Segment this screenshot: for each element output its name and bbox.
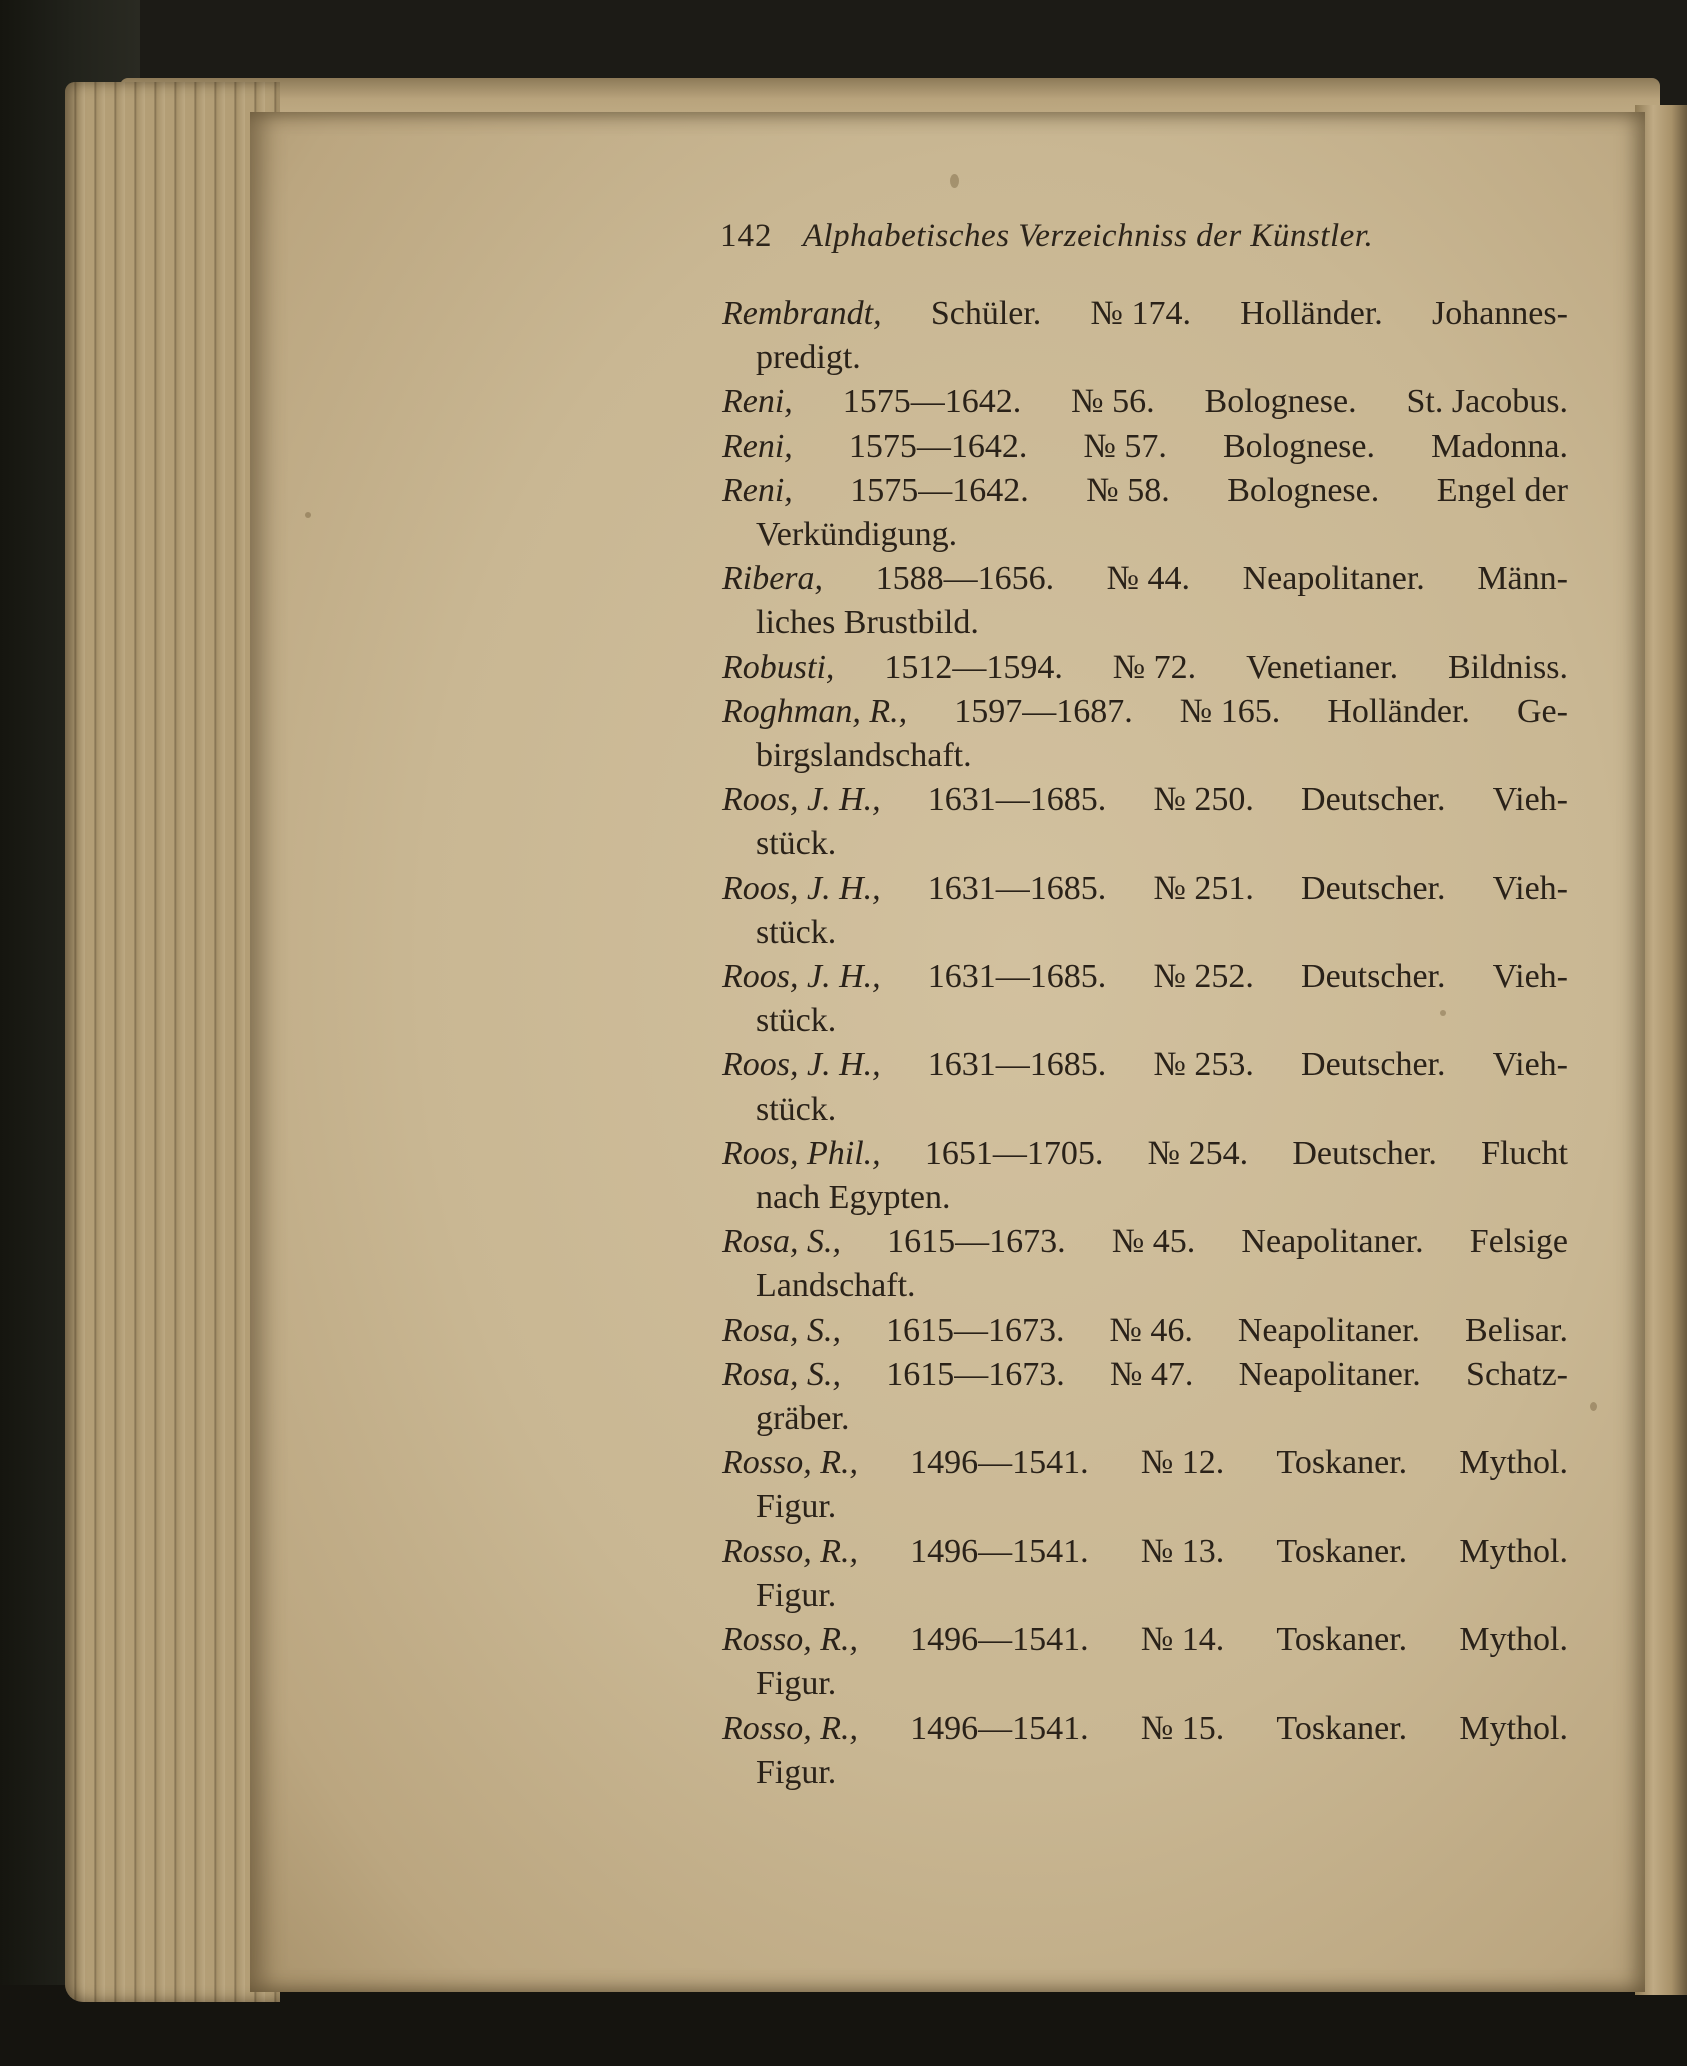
entry-token: Engel der bbox=[1436, 471, 1568, 509]
index-entry-continuation: stück. bbox=[756, 913, 837, 951]
index-entry-first-line bbox=[722, 1618, 1568, 1662]
entry-token: Deutscher. bbox=[1301, 958, 1446, 996]
index-entry-first-line bbox=[722, 1132, 1568, 1176]
entry-token: 1496—1541. bbox=[910, 1444, 1089, 1482]
entry-token: Toskaner. bbox=[1276, 1621, 1408, 1659]
entry-token: № 44. bbox=[1106, 560, 1191, 598]
index-entry bbox=[722, 955, 1568, 1043]
entry-token: Bolognese. bbox=[1227, 471, 1380, 509]
index-entry-continuation: Figur. bbox=[756, 1665, 837, 1703]
index-entry-first-line bbox=[722, 557, 1568, 601]
index-entry-continuation: Figur. bbox=[756, 1753, 837, 1791]
entry-token: St. Jacobus. bbox=[1406, 383, 1568, 421]
entry-token: 1631—1685. bbox=[927, 958, 1107, 996]
index-entry-continuation: Landschaft. bbox=[756, 1267, 916, 1305]
index-entry-first-line bbox=[722, 1707, 1568, 1751]
index-entry bbox=[722, 557, 1568, 645]
index-entry-continuation: Verkündigung. bbox=[756, 516, 958, 554]
running-header bbox=[720, 218, 1480, 255]
index-entry bbox=[722, 1353, 1568, 1441]
entry-token: Schatz- bbox=[1466, 1355, 1568, 1393]
entry-token: 1575—1642. bbox=[848, 427, 1028, 465]
entry-token: № 47. bbox=[1109, 1355, 1194, 1393]
entry-token: 1588—1656. bbox=[875, 560, 1055, 598]
paper-stain bbox=[1590, 1402, 1597, 1411]
page-number: 142 bbox=[720, 218, 773, 254]
artist-index-list bbox=[722, 292, 1568, 1795]
index-entry-first-line bbox=[722, 1353, 1568, 1397]
entry-token: Holländer. bbox=[1327, 692, 1470, 730]
entry-token: № 252. bbox=[1153, 958, 1254, 996]
artist-name: Rosa, S., bbox=[722, 1223, 841, 1261]
entry-token: № 251. bbox=[1153, 869, 1254, 907]
entry-token: Toskaner. bbox=[1276, 1709, 1408, 1747]
entry-token: № 254. bbox=[1147, 1134, 1249, 1172]
index-entry-first-line bbox=[722, 1441, 1568, 1485]
entry-token: № 57. bbox=[1083, 427, 1167, 465]
entry-token: Venetianer. bbox=[1246, 648, 1399, 686]
entry-token: 1615—1673. bbox=[886, 1355, 1065, 1393]
entry-token: 1597—1687. bbox=[954, 692, 1133, 730]
entry-token: № 15. bbox=[1140, 1709, 1225, 1747]
entry-token: Ge- bbox=[1517, 692, 1568, 730]
entry-token: 1575—1642. bbox=[850, 471, 1029, 509]
entry-token: Bildniss. bbox=[1447, 648, 1568, 686]
entry-token: 1631—1685. bbox=[927, 781, 1107, 819]
artist-name: Rosa, S., bbox=[722, 1311, 841, 1349]
artist-name: Rosso, R., bbox=[722, 1532, 858, 1570]
index-entry bbox=[722, 1707, 1568, 1795]
index-entry-continuation: birgslandschaft. bbox=[756, 737, 972, 775]
entry-token: № 46. bbox=[1109, 1311, 1193, 1349]
artist-name: Reni, bbox=[722, 383, 793, 421]
index-entry-continuation: predigt. bbox=[756, 339, 861, 377]
index-entry-first-line bbox=[722, 380, 1568, 424]
artist-name: Ribera, bbox=[722, 560, 824, 598]
entry-token: Neapolitaner. bbox=[1241, 1223, 1424, 1261]
index-entry-first-line bbox=[722, 425, 1568, 469]
artist-name: Roos, J. H., bbox=[722, 869, 881, 907]
entry-token: № 58. bbox=[1086, 471, 1170, 509]
entry-token: Bolognese. bbox=[1204, 383, 1357, 421]
entry-token: № 14. bbox=[1140, 1621, 1225, 1659]
entry-token: 1631—1685. bbox=[927, 1046, 1107, 1084]
index-entry-continuation: stück. bbox=[756, 1090, 837, 1128]
index-entry bbox=[722, 380, 1568, 424]
entry-token: № 56. bbox=[1071, 383, 1155, 421]
entry-token: Flucht bbox=[1481, 1134, 1568, 1172]
paper-stain bbox=[950, 174, 959, 188]
artist-name: Roos, Phil., bbox=[722, 1134, 881, 1172]
entry-token: Mythol. bbox=[1459, 1532, 1568, 1570]
entry-token: Vieh- bbox=[1492, 958, 1568, 996]
index-entry-first-line bbox=[722, 867, 1568, 911]
entry-token: Madonna. bbox=[1431, 427, 1568, 465]
artist-name: Roos, J. H., bbox=[722, 781, 881, 819]
index-entry-continuation: gräber. bbox=[756, 1400, 850, 1438]
entry-token: 1496—1541. bbox=[910, 1621, 1089, 1659]
artist-name: Roos, J. H., bbox=[722, 958, 881, 996]
entry-token: 1496—1541. bbox=[910, 1532, 1089, 1570]
index-entry-first-line bbox=[722, 778, 1568, 822]
artist-name: Reni, bbox=[722, 471, 793, 509]
index-entry-continuation: nach Egypten. bbox=[756, 1179, 951, 1217]
index-entry-continuation: Figur. bbox=[756, 1488, 837, 1526]
artist-name: Rembrandt, bbox=[722, 295, 882, 332]
index-entry bbox=[722, 1132, 1568, 1220]
entry-token: Holländer. bbox=[1240, 295, 1383, 332]
artist-name: Rosso, R., bbox=[722, 1621, 858, 1659]
index-entry-first-line bbox=[722, 690, 1568, 734]
index-entry-first-line bbox=[722, 1530, 1568, 1574]
entry-token: 1615—1673. bbox=[885, 1311, 1065, 1349]
entry-token: Deutscher. bbox=[1301, 869, 1446, 907]
index-entry bbox=[722, 1441, 1568, 1529]
entry-token: Toskaner. bbox=[1276, 1444, 1408, 1482]
index-entry bbox=[722, 690, 1568, 778]
index-entry-first-line bbox=[722, 646, 1568, 690]
entry-token: Deutscher. bbox=[1301, 781, 1446, 819]
index-entry-continuation: liches Brustbild. bbox=[756, 604, 979, 642]
index-entry bbox=[722, 1618, 1568, 1706]
entry-token: Mythol. bbox=[1459, 1709, 1568, 1747]
index-entry bbox=[722, 469, 1568, 557]
entry-token: Vieh- bbox=[1492, 781, 1568, 819]
entry-token: Belisar. bbox=[1465, 1311, 1568, 1349]
index-entry bbox=[722, 1530, 1568, 1618]
index-entry bbox=[722, 867, 1568, 955]
index-entry bbox=[722, 1309, 1568, 1353]
index-entry-first-line bbox=[722, 1309, 1568, 1353]
entry-token: № 165. bbox=[1179, 692, 1281, 730]
artist-name: Rosso, R., bbox=[722, 1444, 858, 1482]
entry-token: Vieh- bbox=[1492, 869, 1568, 907]
entry-token: Männ- bbox=[1477, 560, 1568, 598]
entry-token: № 174. bbox=[1090, 295, 1191, 332]
index-entry-first-line bbox=[722, 469, 1568, 513]
entry-token: № 12. bbox=[1140, 1444, 1225, 1482]
entry-token: 1615—1673. bbox=[887, 1223, 1066, 1261]
entry-token: № 250. bbox=[1153, 781, 1254, 819]
entry-token: Neapolitaner. bbox=[1238, 1355, 1421, 1393]
entry-token: Schüler. bbox=[930, 295, 1042, 332]
index-entry-first-line bbox=[722, 292, 1568, 336]
entry-token: Neapolitaner. bbox=[1242, 560, 1425, 598]
index-entry-continuation: stück. bbox=[756, 825, 837, 863]
entry-token: № 45. bbox=[1111, 1223, 1196, 1261]
artist-name: Reni, bbox=[722, 427, 793, 465]
entry-token: 1651—1705. bbox=[924, 1134, 1104, 1172]
artist-name: Roos, J. H., bbox=[722, 1046, 881, 1084]
page-edges-left bbox=[65, 82, 280, 2002]
entry-token: 1496—1541. bbox=[910, 1709, 1089, 1747]
artist-name: Robusti, bbox=[722, 648, 835, 686]
artist-name: Roghman, R., bbox=[722, 692, 908, 730]
entry-token: Johannes- bbox=[1431, 295, 1568, 332]
entry-token: 1512—1594. bbox=[884, 648, 1063, 686]
artist-name: Rosa, S., bbox=[722, 1355, 841, 1393]
entry-token: Mythol. bbox=[1459, 1444, 1568, 1482]
entry-token: № 253. bbox=[1153, 1046, 1254, 1084]
index-entry-continuation: stück. bbox=[756, 1002, 837, 1040]
entry-token: Felsige bbox=[1469, 1223, 1568, 1261]
index-entry-first-line bbox=[722, 955, 1568, 999]
entry-token: Mythol. bbox=[1459, 1621, 1568, 1659]
index-entry bbox=[722, 292, 1568, 380]
entry-token: Deutscher. bbox=[1292, 1134, 1437, 1172]
running-title: Alphabetisches Verzeichniss der Künstler. bbox=[802, 218, 1374, 254]
entry-token: 1575—1642. bbox=[842, 383, 1022, 421]
entry-token: № 72. bbox=[1112, 648, 1197, 686]
entry-token: Toskaner. bbox=[1276, 1532, 1408, 1570]
index-entry bbox=[722, 778, 1568, 866]
entry-token: Deutscher. bbox=[1301, 1046, 1446, 1084]
index-entry-continuation: Figur. bbox=[756, 1576, 837, 1614]
index-entry bbox=[722, 425, 1568, 469]
entry-token: 1631—1685. bbox=[927, 869, 1107, 907]
entry-token: Bolognese. bbox=[1222, 427, 1375, 465]
index-entry bbox=[722, 646, 1568, 690]
index-entry-first-line bbox=[722, 1043, 1568, 1087]
index-entry-first-line bbox=[722, 1220, 1568, 1264]
entry-token: Vieh- bbox=[1492, 1046, 1568, 1084]
entry-token: Neapolitaner. bbox=[1237, 1311, 1421, 1349]
paper-stain bbox=[305, 512, 311, 518]
entry-token: № 13. bbox=[1140, 1532, 1225, 1570]
artist-name: Rosso, R., bbox=[722, 1709, 858, 1747]
index-entry bbox=[722, 1220, 1568, 1308]
index-entry bbox=[722, 1043, 1568, 1131]
